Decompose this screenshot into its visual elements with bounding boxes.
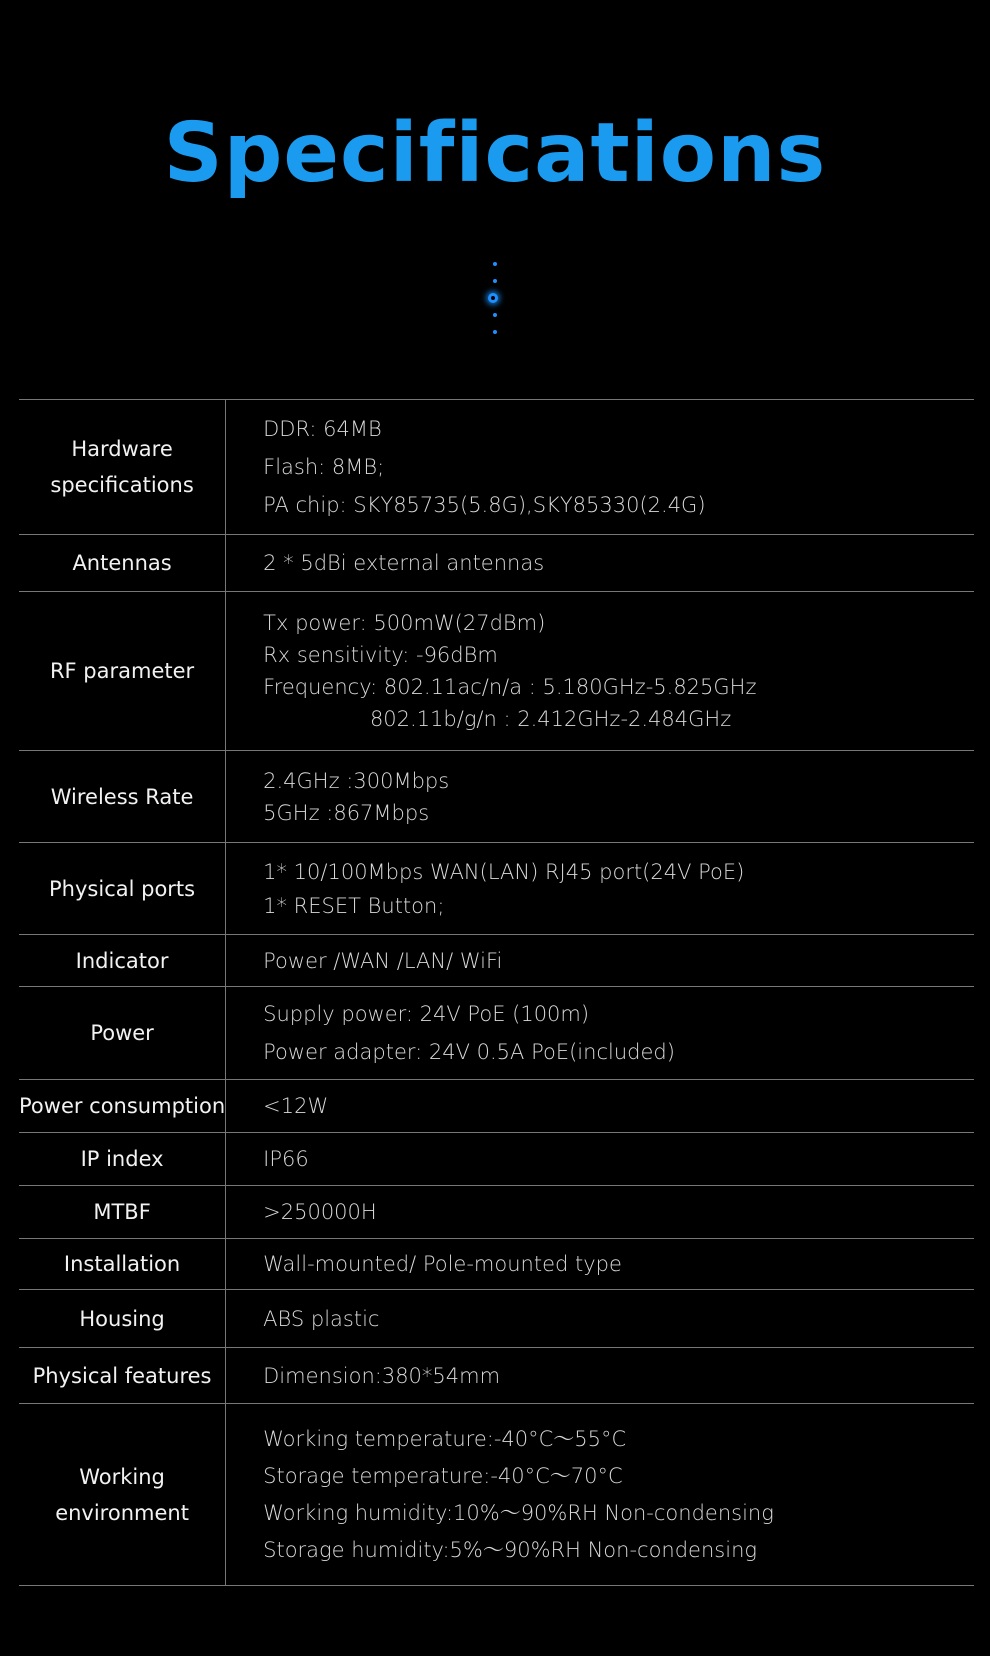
spec-value-line: <12W (263, 1094, 329, 1118)
spec-value-line: 2.4GHz :300Mbps (263, 768, 450, 793)
spec-label-line: Physical ports (49, 876, 196, 901)
spec-label (19, 1404, 226, 1586)
spec-value (226, 935, 974, 987)
spec-row (19, 1186, 974, 1239)
divider-dots-icon (488, 258, 502, 338)
spec-label-line: environment (55, 1500, 189, 1525)
spec-label (19, 535, 226, 592)
spec-label-line: Wireless Rate (50, 784, 194, 809)
dot (493, 279, 497, 283)
spec-label-line: Power consumption (19, 1094, 226, 1118)
spec-label-line: Physical features (32, 1363, 212, 1388)
spec-label (19, 1239, 226, 1290)
spec-value-line: Rx sensitivity: -96dBm (263, 643, 498, 667)
spec-row (19, 1239, 974, 1290)
spec-value-line: Working humidity:10%～90%RH Non-condensing (263, 1500, 774, 1525)
spec-label-line: IP index (80, 1147, 164, 1171)
spec-value-line: Dimension:380*54mm (263, 1363, 501, 1388)
spec-value-line: Power adapter: 24V 0.5A PoE(included) (263, 1040, 675, 1064)
spec-label (19, 843, 226, 935)
spec-row (19, 1348, 974, 1404)
spec-value (226, 1239, 974, 1290)
dot (493, 262, 497, 266)
spec-row (19, 1290, 974, 1348)
spec-value-line: IP66 (263, 1147, 309, 1171)
spec-value-line: Storage humidity:5%～90%RH Non-condensing (263, 1537, 757, 1562)
spec-value-line: 5GHz :867Mbps (263, 800, 430, 825)
spec-label (19, 1348, 226, 1404)
spec-label-line: Antennas (72, 551, 172, 575)
spec-value (226, 751, 974, 843)
spec-label-line: specifications (50, 473, 194, 497)
spec-label-line: MTBF (93, 1200, 151, 1224)
spec-value-line: Working temperature:-40°C～55°C (263, 1426, 627, 1451)
spec-value (226, 987, 974, 1080)
spec-label-line: RF parameter (49, 659, 195, 683)
spec-label-line: Power (90, 1021, 154, 1045)
spec-value-line: Wall-mounted/ Pole-mounted type (263, 1252, 622, 1276)
spec-row (19, 1133, 974, 1186)
spec-value (226, 1133, 974, 1186)
spec-value-line: 2 * 5dBi external antennas (263, 551, 545, 575)
spec-value (226, 535, 974, 592)
spec-label (19, 751, 226, 843)
spec-value (226, 400, 974, 535)
spec-label (19, 1080, 226, 1133)
spec-row (19, 1080, 974, 1133)
spec-table (19, 399, 974, 1586)
spec-row (19, 935, 974, 987)
spec-value (226, 592, 974, 751)
spec-value-line: Power /WAN /LAN/ WiFi (263, 948, 503, 973)
spec-label (19, 400, 226, 535)
spec-value-line: ABS plastic (263, 1306, 380, 1331)
spec-label (19, 1186, 226, 1239)
spec-label-line: Hardware (71, 437, 173, 461)
spec-row (19, 535, 974, 592)
spec-label (19, 592, 226, 751)
spec-value-line: Flash: 8MB; (263, 455, 385, 479)
dot (493, 330, 497, 334)
spec-value-line: 1* 10/100Mbps WAN(LAN) RJ45 port(24V PoE) (263, 859, 745, 884)
dot-ring (488, 293, 498, 303)
spec-value (226, 1404, 974, 1586)
dot (493, 313, 497, 317)
spec-row (19, 592, 974, 751)
spec-value-line: 1* RESET Button; (263, 893, 445, 918)
spec-row (19, 400, 974, 535)
spec-value (226, 843, 974, 935)
spec-label (19, 1133, 226, 1186)
spec-value-line: DDR: 64MB (263, 417, 382, 441)
page-title: Specifications (163, 106, 827, 201)
spec-value-line: Storage temperature:-40°C～70°C (263, 1463, 623, 1488)
spec-value (226, 1186, 974, 1239)
spec-value-line: Supply power: 24V PoE (100m) (263, 1002, 590, 1026)
spec-label (19, 987, 226, 1080)
spec-row (19, 843, 974, 935)
spec-label (19, 935, 226, 987)
spec-value (226, 1290, 974, 1348)
spec-label (19, 1290, 226, 1348)
spec-value-line: PA chip: SKY85735(5.8G),SKY85330(2.4G) (263, 493, 706, 517)
spec-value (226, 1348, 974, 1404)
spec-label-line: Installation (63, 1252, 181, 1276)
spec-value-line: Frequency: 802.11ac/n/a : 5.180GHz-5.825GHz (263, 675, 757, 699)
spec-label-line: Housing (79, 1306, 165, 1331)
spec-value-line: Tx power: 500mW(27dBm) (263, 611, 546, 635)
spec-label-line: Working (79, 1464, 165, 1489)
spec-label-line: Indicator (75, 948, 169, 973)
spec-value-line: 802.11b/g/n : 2.412GHz-2.484GHz (263, 707, 732, 731)
spec-row (19, 1404, 974, 1586)
spec-value-line: >250000H (263, 1200, 377, 1224)
spec-row (19, 751, 974, 843)
spec-row (19, 987, 974, 1080)
spec-value (226, 1080, 974, 1133)
